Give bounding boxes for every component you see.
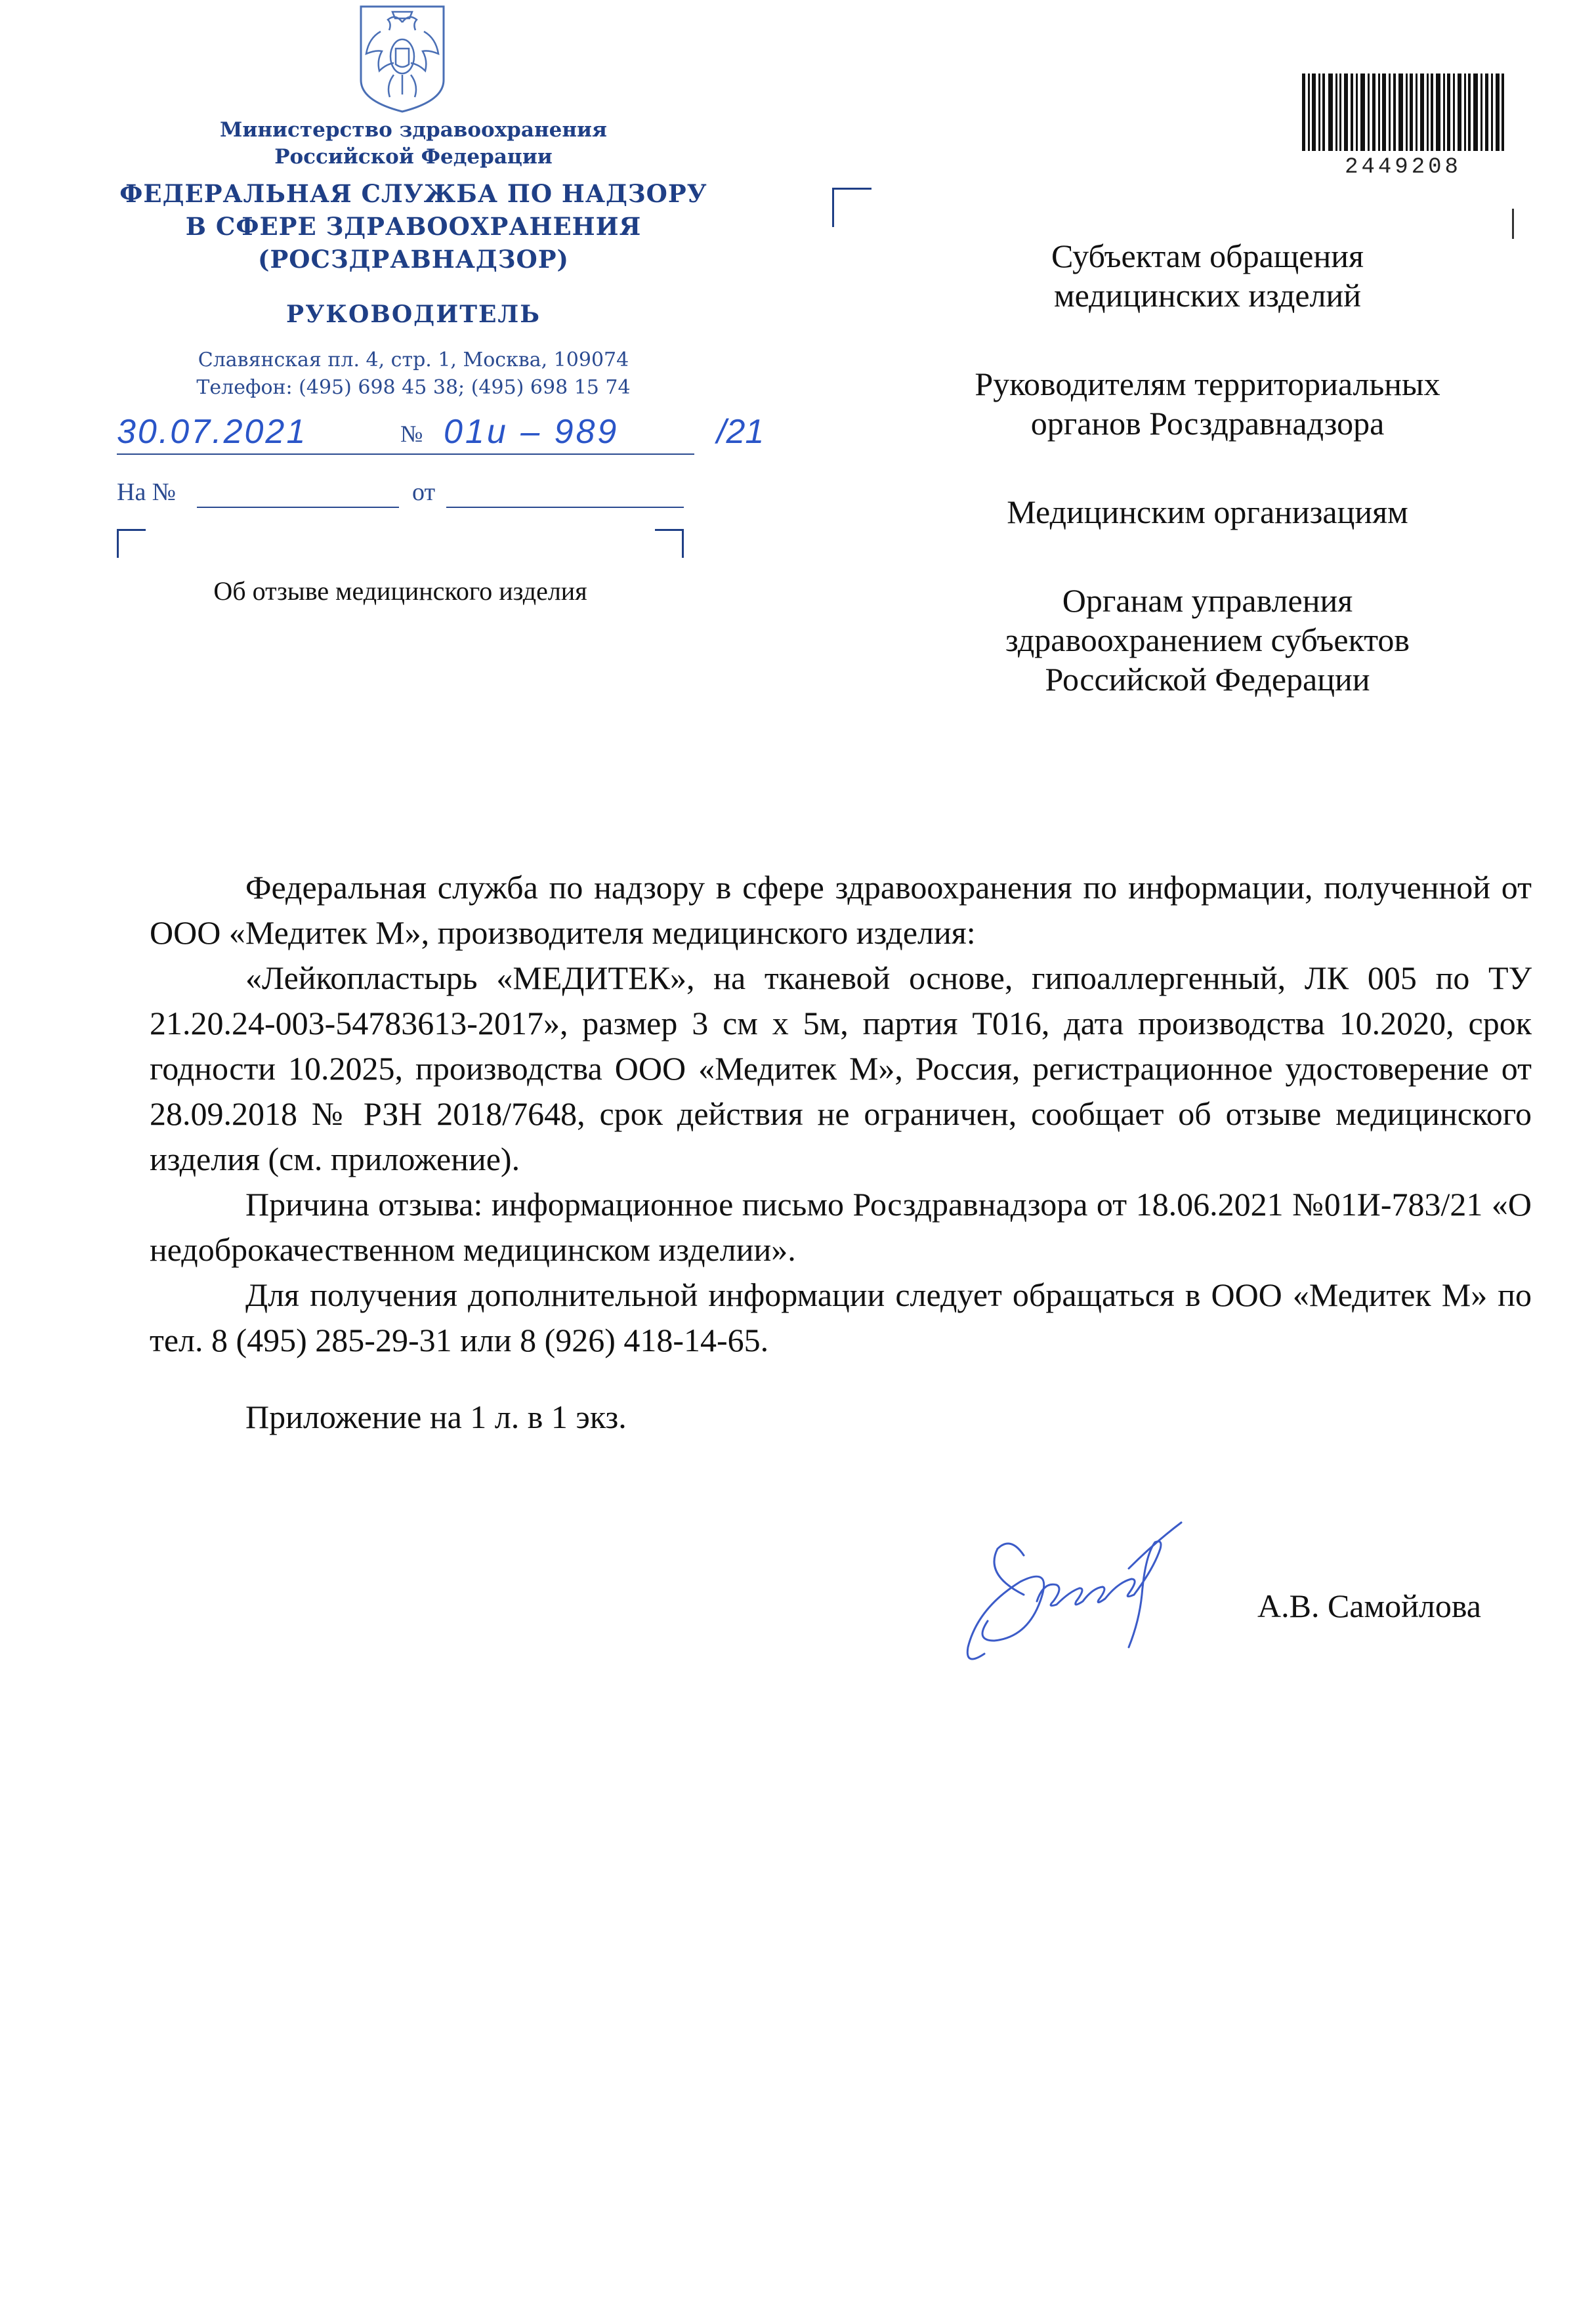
address-corner-mark xyxy=(832,188,834,227)
body-paragraph: Причина отзыва: информационное письмо Росздравнадзора от 18.06.2021 №01И-783/21 «О недоброкачественном медицинском изделии». xyxy=(150,1186,1532,1268)
ministry-line-1: Министерство здравоохранения xyxy=(220,118,607,142)
letter-body xyxy=(150,865,1532,1363)
service-line-1: ФЕДЕРАЛЬНАЯ СЛУЖБА ПО НАДЗОРУ xyxy=(119,179,707,208)
margin-tick xyxy=(1512,209,1514,239)
addressee-item xyxy=(899,364,1516,443)
signer-name: А.В. Самойлова xyxy=(1257,1588,1481,1624)
service-line-2: В СФЕРЕ ЗДРАВООХРАНЕНИЯ xyxy=(185,212,642,241)
corner-mark xyxy=(682,529,684,558)
registration-underline xyxy=(117,453,694,455)
addressee-line: органов Росздравнадзора xyxy=(1030,405,1385,442)
reference-date-label: от xyxy=(412,478,436,506)
reference-number-blank xyxy=(197,507,399,508)
addressee-line: Медицинским организациям xyxy=(1007,494,1408,530)
corner-mark xyxy=(655,529,684,531)
addressee-line: здравоохранением субъектов xyxy=(1005,621,1410,658)
address-corner-mark xyxy=(832,188,872,190)
body-paragraph: Для получения дополнительной информации следует обращаться в ООО «Медитек М» по тел. 8 (495) 285-29-31 или 8 (926) 418-14-65. xyxy=(150,1276,1532,1358)
service-line-3: (РОСЗДРАВНАДЗОР) xyxy=(257,245,570,274)
barcode-number: 2449208 xyxy=(1345,155,1461,180)
registration-suffix: /21 xyxy=(717,413,765,451)
head-title: РУКОВОДИТЕЛЬ xyxy=(286,301,541,328)
addressee-item xyxy=(899,236,1516,315)
service-address: Славянская пл. 4, стр. 1, Москва, 109074 xyxy=(198,348,629,371)
addressee-item xyxy=(899,492,1516,532)
service-name xyxy=(85,177,742,276)
body-paragraph: «Лейкопластырь «МЕДИТЕК», на тканевой основе, гипоаллергенный, ЛК 005 по ТУ 21.20.24-003-54783613-2017», размер 3 см х 5м, партия Т016, дата производства 10.2020, срок годности 10.2025, производства ООО «Медитек М», Россия, регистрационное удостоверение от 28.09.2018 № РЗН 2018/7648, срок действия не ограничен, сообщает об отзыве медицинского изделия (см. приложение). xyxy=(150,959,1532,1177)
coat-of-arms-icon xyxy=(354,3,450,114)
ministry-name xyxy=(112,117,715,171)
handwritten-signature-icon xyxy=(925,1490,1280,1700)
number-sign: № xyxy=(400,421,423,447)
reference-date-blank xyxy=(446,507,684,508)
body-paragraph: Федеральная служба по надзору в сфере здравоохранения по информации, полученной от ООО «Медитек М», производителя медицинского изделия: xyxy=(150,869,1532,951)
corner-mark xyxy=(117,529,119,558)
letter-subject: Об отзыве медицинского изделия xyxy=(213,576,587,606)
registration-number: 01и – 989 xyxy=(444,413,620,451)
addressee-item xyxy=(899,581,1516,699)
appendix-note: Приложение на 1 л. в 1 экз. xyxy=(245,1399,627,1435)
corner-mark xyxy=(117,529,146,531)
addressee-line: медицинских изделий xyxy=(1053,277,1362,314)
barcode-icon xyxy=(1302,74,1504,164)
addressee-line: Российской Федерации xyxy=(1045,661,1370,698)
ministry-line-2: Российской Федерации xyxy=(274,145,553,169)
service-contacts xyxy=(85,347,742,402)
addressee-block xyxy=(899,236,1516,748)
registration-date: 30.07.2021 xyxy=(117,413,308,451)
service-phone: Телефон: (495) 698 45 38; (495) 698 15 74 xyxy=(196,376,631,399)
reference-number-label: На № xyxy=(117,478,177,506)
addressee-line: Субъектам обращения xyxy=(1051,238,1364,274)
addressee-line: Органам управления xyxy=(1062,582,1353,619)
addressee-line: Руководителям территориальных xyxy=(975,366,1440,402)
